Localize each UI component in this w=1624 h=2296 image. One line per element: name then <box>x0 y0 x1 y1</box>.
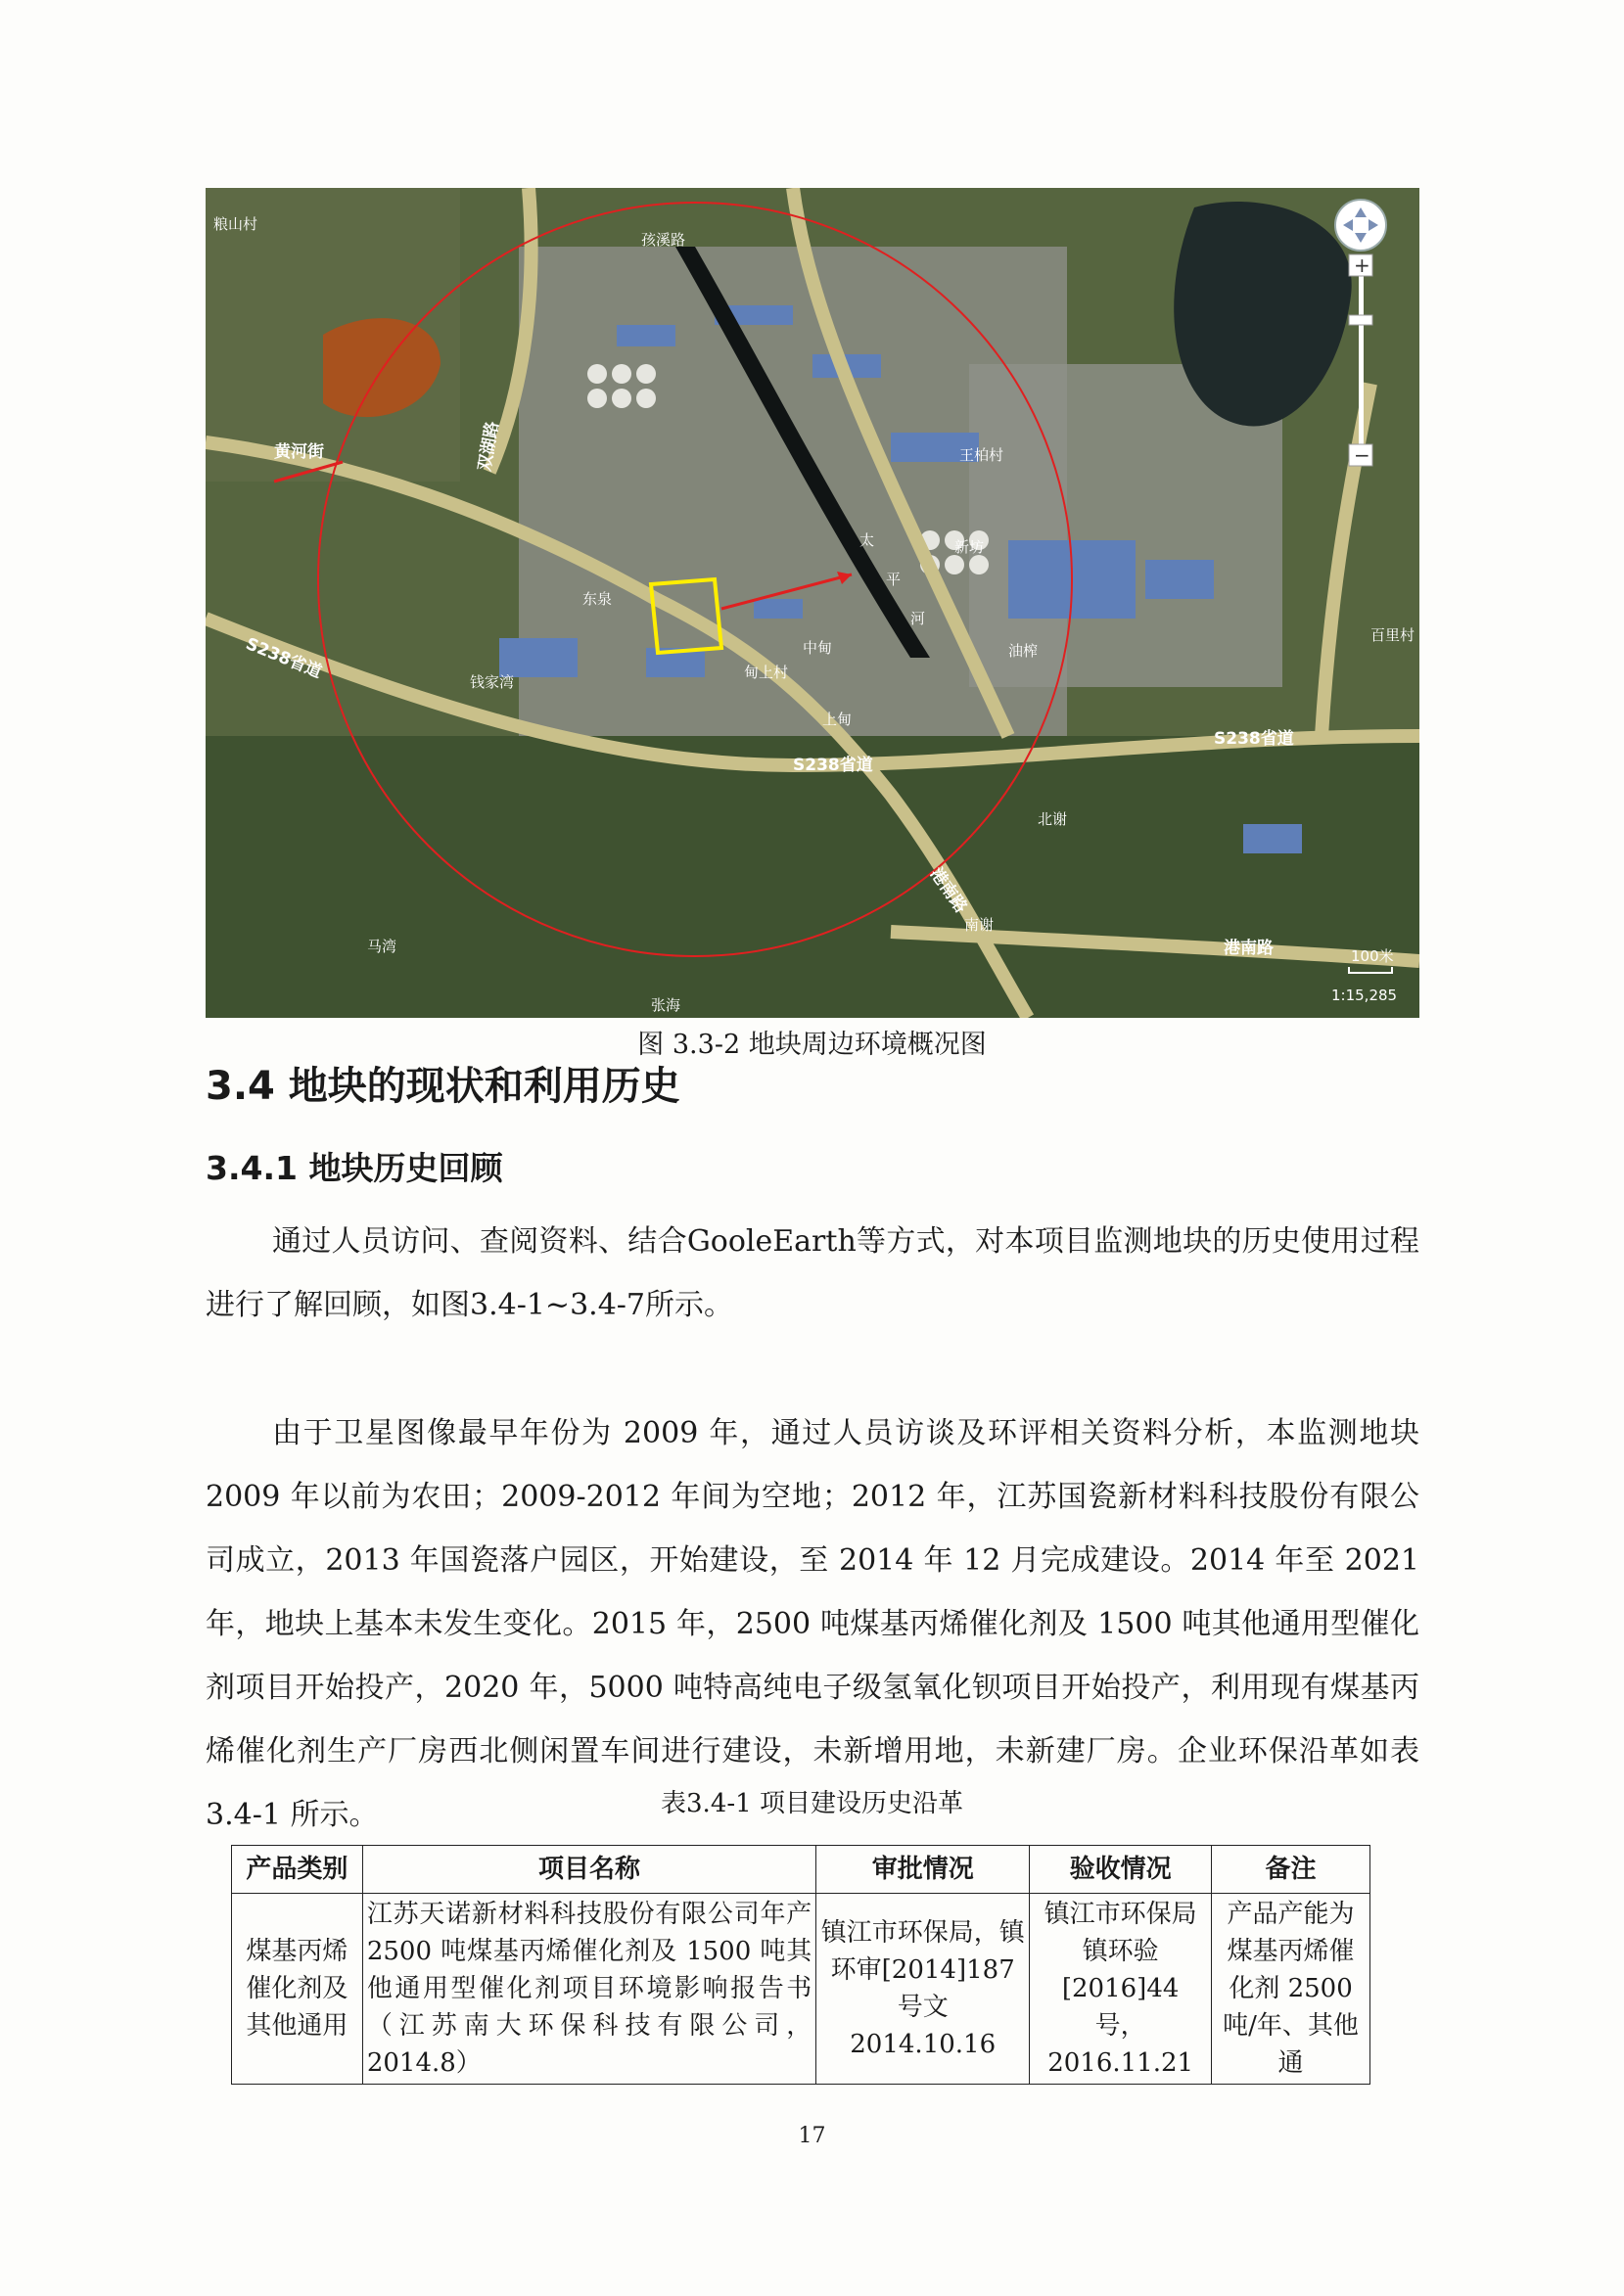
table-header-cell: 备注 <box>1212 1846 1370 1894</box>
satellite-map <box>206 188 1419 1018</box>
map-scale-label: 100米 <box>1351 947 1394 965</box>
pan-control-icon[interactable] <box>1335 200 1386 251</box>
map-place-label: 粮山村 <box>213 215 258 233</box>
map-place-label: 太 <box>859 531 875 549</box>
map-forest-south <box>206 736 1419 1018</box>
map-place-label: 上甸 <box>822 711 853 728</box>
subsection-heading: 3.4.1 地块历史回顾 <box>206 1149 503 1187</box>
table-cell-category: 煤基丙烯催化剂及其他通用 <box>232 1894 363 2085</box>
zoom-out-button[interactable] <box>1349 443 1372 467</box>
history-table <box>231 1845 1370 2085</box>
map-pan-control[interactable] <box>1335 200 1386 251</box>
map-place-label: 河 <box>910 610 926 627</box>
map-road-label: S238省道 <box>243 634 325 683</box>
zoom-slider-track[interactable] <box>1359 266 1364 452</box>
map-place-label: 王柏村 <box>959 446 1004 464</box>
map-place-label: 百里村 <box>1370 626 1415 644</box>
table-header-row <box>232 1846 1370 1894</box>
map-place-label: 张海 <box>651 996 681 1014</box>
map-place-label: 马湾 <box>367 938 397 955</box>
table-caption: 表3.4-1 项目建设历史沿革 <box>661 1789 963 1818</box>
map-place-label: 南谢 <box>964 916 995 934</box>
map-road-label: S238省道 <box>1214 729 1294 749</box>
table-header-cell: 验收情况 <box>1030 1846 1212 1894</box>
map-place-label: 东泉 <box>582 590 613 608</box>
figure-caption: 图 3.3-2 地块周边环境概况图 <box>637 1030 987 1060</box>
table-header-cell: 项目名称 <box>362 1846 815 1894</box>
map-road-label: S238省道 <box>793 756 873 775</box>
page-number: 17 <box>798 2124 826 2148</box>
table-cell-acceptance: 镇江市环保局镇环验[2016]44 号，2016.11.21 <box>1030 1894 1212 2085</box>
paragraph: 通过人员访问、查阅资料、结合GooleEarth等方式，对本项目监测地块的历史使用过程进行了解回顾，如图3.4-1~3.4-7所示。 <box>206 1224 1419 1322</box>
table-cell-approval: 镇江市环保局，镇环审[2014]187 号文 2014.10.16 <box>816 1894 1030 2085</box>
table-cell-project: 江苏天诺新材料科技股份有限公司年产 2500 吨煤基丙烯催化剂及 1500 吨其他通用型催化剂项目环境影响报告书（江苏南大环保科技有限公司，2014.8） <box>362 1894 815 2085</box>
paragraph: 由于卫星图像最早年份为 2009 年，通过人员访谈及环评相关资料分析，本监测地块 2009 年以前为农田；2009-2012 年间为空地；2012 年，江苏国瓷新材料科技股份有限公司成立，2013 年国瓷落户园区，开始建设，至 2014 年 12 月完成建设。2014 年至 2021 年，地块上基本未发生变化。2015 年，2500 吨煤基丙烯催化剂及 1500 吨其他通用型催化剂项目开始投产，2020 年，5000 吨特高纯电子级氢氧化钡项目开始投产，利用现有煤基丙烯催化剂生产厂房西北侧闲置车间进行建设，未新增用地，未新建厂房。企业环保沿革如表 3.4-1 所示。 <box>206 1416 1419 1832</box>
zoom-in-icon[interactable]: + <box>1354 253 1370 277</box>
map-place-label: 甸上村 <box>744 664 789 681</box>
table-header-cell: 产品类别 <box>232 1846 363 1894</box>
map-road-label: 黄河街 <box>274 442 324 462</box>
zoom-out-icon[interactable]: − <box>1354 443 1370 467</box>
map-place-label: 钱家湾 <box>470 673 515 691</box>
map-place-label: 新坊 <box>954 538 985 556</box>
map-road-label: 双湖路 <box>475 420 503 473</box>
table-cell-remark: 产品产能为煤基丙烯催化剂 2500 吨/年、其他通 <box>1212 1894 1370 2085</box>
map-place-label: 油榨 <box>1008 642 1039 660</box>
zoom-slider-handle[interactable] <box>1349 315 1372 325</box>
map-place-label: 北谢 <box>1038 810 1068 828</box>
map-scale-ratio: 1:15,285 <box>1331 987 1398 1004</box>
map-canvas <box>206 188 1419 1018</box>
map-road-label: 港南路 <box>1224 939 1274 958</box>
zoom-in-button[interactable] <box>1349 253 1372 277</box>
section-heading: 3.4 地块的现状和利用历史 <box>206 1064 680 1109</box>
table-header-cell: 审批情况 <box>816 1846 1030 1894</box>
map-place-label: 孩溪路 <box>641 231 686 249</box>
map-place-label: 中甸 <box>803 639 833 657</box>
map-place-label: 平 <box>886 571 902 588</box>
table-row <box>232 1894 1370 2085</box>
map-road-label: 港南路 <box>925 864 971 917</box>
